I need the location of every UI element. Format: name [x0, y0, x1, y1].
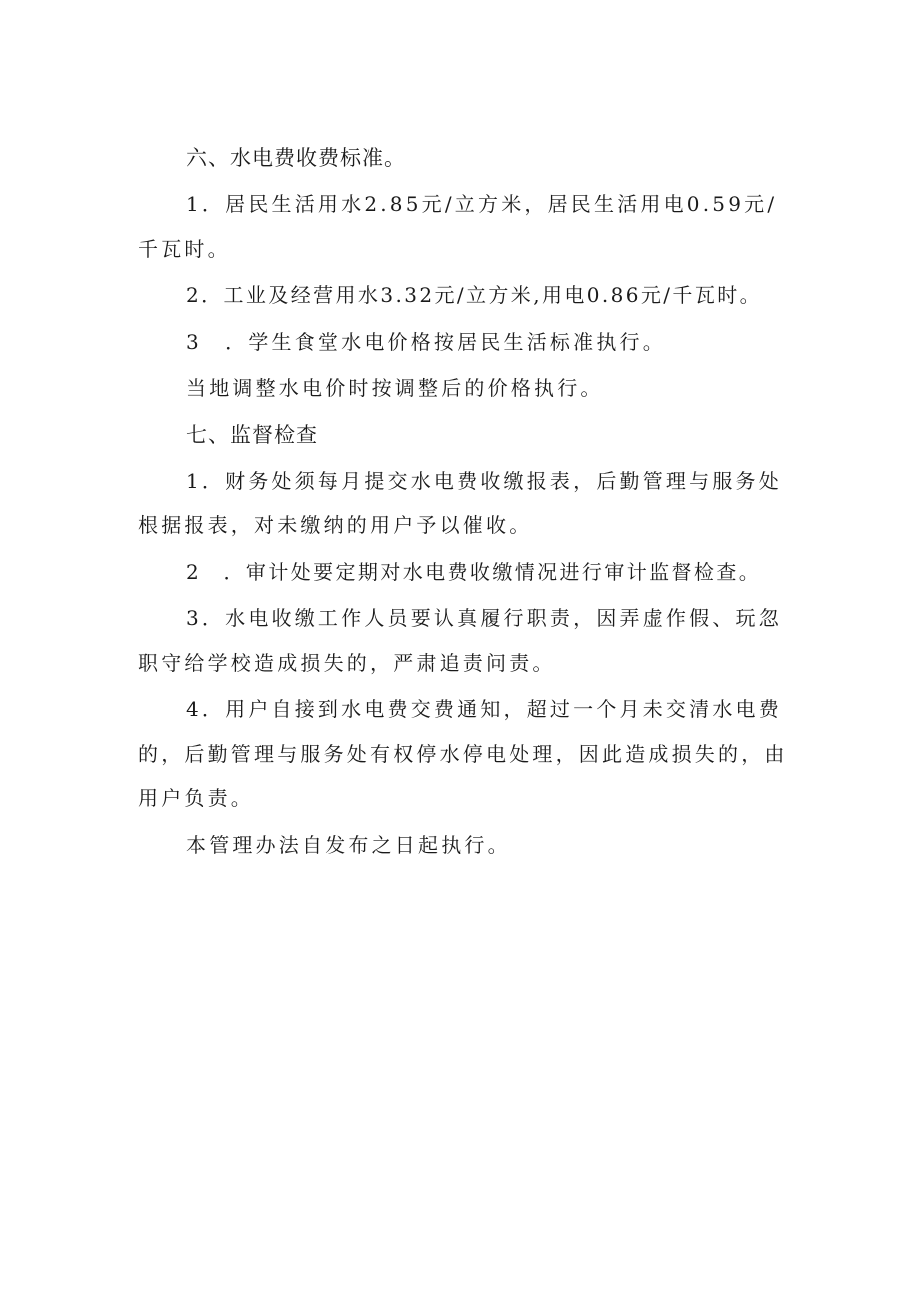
- section-7-item-4: 4．用户自接到水电费交费通知，超过一个月未交清水电费的，后勤管理与服务处有权停水停电处理，因此造成损失的，由用户负责。: [138, 697, 788, 810]
- section-7-item-3: 3．水电收缴工作人员要认真履行职责，因弄虚作假、玩忽职守给学校造成损失的，严肃追责问责。: [138, 606, 782, 675]
- section-6-item-2: 2．工业及经营用水3.32元/立方米,用电0.86元/千瓦时。: [186, 283, 763, 307]
- section-7-heading: 七、监督检查: [186, 422, 318, 447]
- document-body: [138, 136, 788, 869]
- section-7-item-1: 1．财务处须每月提交水电费收缴报表，后勤管理与服务处根据报表，对未缴纳的用户予以催收。: [138, 468, 782, 537]
- closing-statement: 本管理办法自发布之日起执行。: [186, 832, 511, 857]
- section-6-item-1: 1．居民生活用水2.85元/立方米，居民生活用电0.59元/千瓦时。: [138, 192, 778, 261]
- section-7-item-2: 2 ．审计处要定期对水电费收缴情况进行审计监督检查。: [186, 559, 762, 584]
- section-6-heading: 六、水电费收费标准。: [186, 146, 406, 170]
- section-6-item-3: 3 ．学生食堂水电价格按居民生活标准执行。: [186, 329, 666, 354]
- section-6-note: 当地调整水电价时按调整后的价格执行。: [186, 376, 604, 400]
